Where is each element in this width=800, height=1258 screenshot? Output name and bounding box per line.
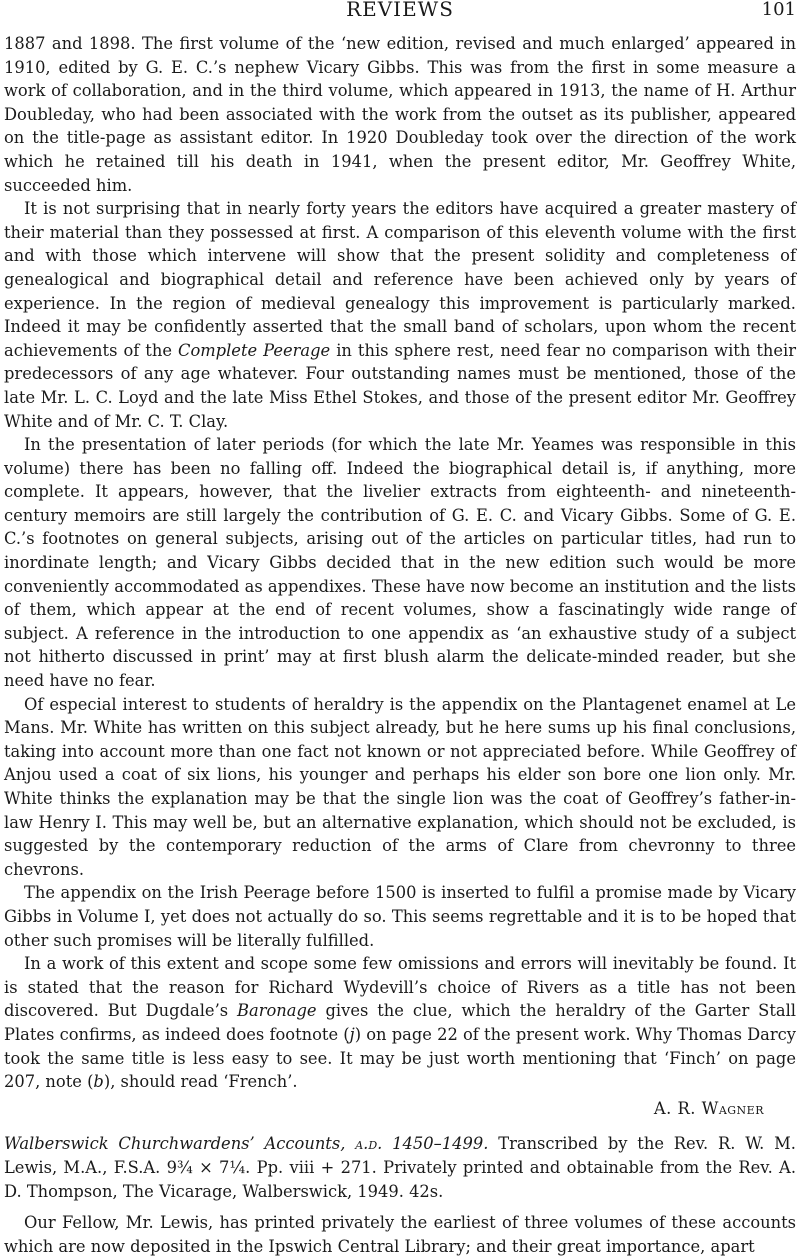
final-paragraph: Our Fellow, Mr. Lewis, has printed privately the earliest of three volumes of these accounts which are now deposited in the Ipswich Central Library; and their great importance, apart [4, 1213, 796, 1256]
book-entry [4, 1132, 796, 1203]
book-title: Walberswick Churchwardens’ Accounts, [4, 1134, 346, 1154]
paragraph-5: The appendix on the Irish Peerage before 1500 is inserted to fulfil a promise made by Vicary Gibbs in Volume I, yet does not actually do so. This seems regrettable and it is to be hoped that other such promises will be literally fulfilled. [4, 883, 796, 950]
italic-title-baronage: Baronage [237, 1001, 317, 1021]
paragraph-6: In a work of this extent and scope some few omissions and errors will inevitably be found. It is stated that the reason for Richard Wydevill’s choice of Rivers as a title has not been discovered. But Dugdale’s Baronage gives the clue, which the heraldry of the Garter Stall Plates confirms, as indeed does footnote (j) on page 22 of the present work. Why Thomas Darcy took the same title is less easy to see. It may be just worth mentioning that ‘Finch’ on page 207, note (b), should read ‘French’. [4, 954, 796, 1092]
running-head-title: REVIEWS [346, 0, 454, 21]
paragraph-1: 1887 and 1898. The first volume of the ‘new edition, revised and much enlarged’ appeared in 1910, edited by G. E. C.’s nephew Vicary Gibbs. This was from the first in some measure a work of collaboration, and in the third volume, which appeared in 1913, the name of H. Arthur Doubleday, who had been associated with the work from the outset as its publisher, appeared on the title-page as assistant editor. In 1920 Doubleday took over the direction of the work which he retained till his death in 1941, when the present editor, Mr. Geoffrey White, succeeded him. [4, 34, 796, 195]
article-body [4, 32, 796, 1258]
book-details: Transcribed by the Rev. R. W. M. Lewis, M.A., F.S.A. 9¾ × 7¼. Pp. viii + 271. Privately printed and obtainable from the Rev. A. D. Thompson, The Vicarage, Walberswick, 1949. 42s. [4, 1134, 796, 1201]
paragraph-4: Of especial interest to students of heraldry is the appendix on the Plantagenet enamel at Le Mans. Mr. White has written on this subject already, but he here sums up his final conclusions, taking into account more than one fact not known or not appreciated before. While Geoffrey of Anjou used a coat of six lions, his younger and perhaps his elder son bore one lion only. Mr. White thinks the explanation may be that the single lion was the coat of Geoffrey’s father-in-law Henry I. This may well be, but an alternative explanation, which should not be excluded, is suggested by the contemporary reduction of the arms of Clare from chevronny to three chevrons. [4, 694, 796, 879]
running-head [0, 0, 800, 24]
page-number: 101 [761, 0, 796, 20]
reviewer-signature: A. R. Wagner [653, 1098, 764, 1118]
paragraph-2: It is not surprising that in nearly forty years the editors have acquired a greater mastery of their material than they possessed at first. A comparison of this eleventh volume with the first and with those which intervene will show that the present solidity and completeness of genealogical and biographical detail and reference have been achieved only by years of experience. In the region of medieval genealogy this improvement is particularly marked. Indeed it may be confidently asserted that the small band of scholars, upon whom the recent achievements of the Complete Peerage in this sphere rest, need fear no comparison with their predecessors of any age whatever. Four outstanding names must be mentioned, those of the late Mr. L. C. Loyd and the late Miss Ethel Stokes, and those of the present editor Mr. Geoffrey White and of Mr. C. T. Clay. [4, 199, 796, 431]
book-dates: a.d. 1450–1499. [355, 1134, 489, 1154]
italic-title-complete-peerage: Complete Peerage [177, 340, 331, 360]
paragraph-3: In the presentation of later periods (for which the late Mr. Yeames was responsible in this volume) there has been no falling off. Indeed the biographical detail is, if anything, more complete. It appears, however, that the livelier extracts from eighteenth- and nineteenth-century memoirs are still largely the contribution of G. E. C. and Vicary Gibbs. Some of G. E. C.’s footnotes on general subjects, arising out of the articles on particular titles, had run to inordinate length; and Vicary Gibbs decided that in the new edition such would be more conveniently accommodated as appendixes. These have now become an institution and the lists of them, which appear at the end of recent volumes, show a fascinatingly wide range of subject. A reference in the introduction to one appendix as ‘an exhaustive study of a subject not hitherto discussed in print’ may at first blush alarm the delicate-minded reader, but she need have no fear. [4, 435, 796, 691]
